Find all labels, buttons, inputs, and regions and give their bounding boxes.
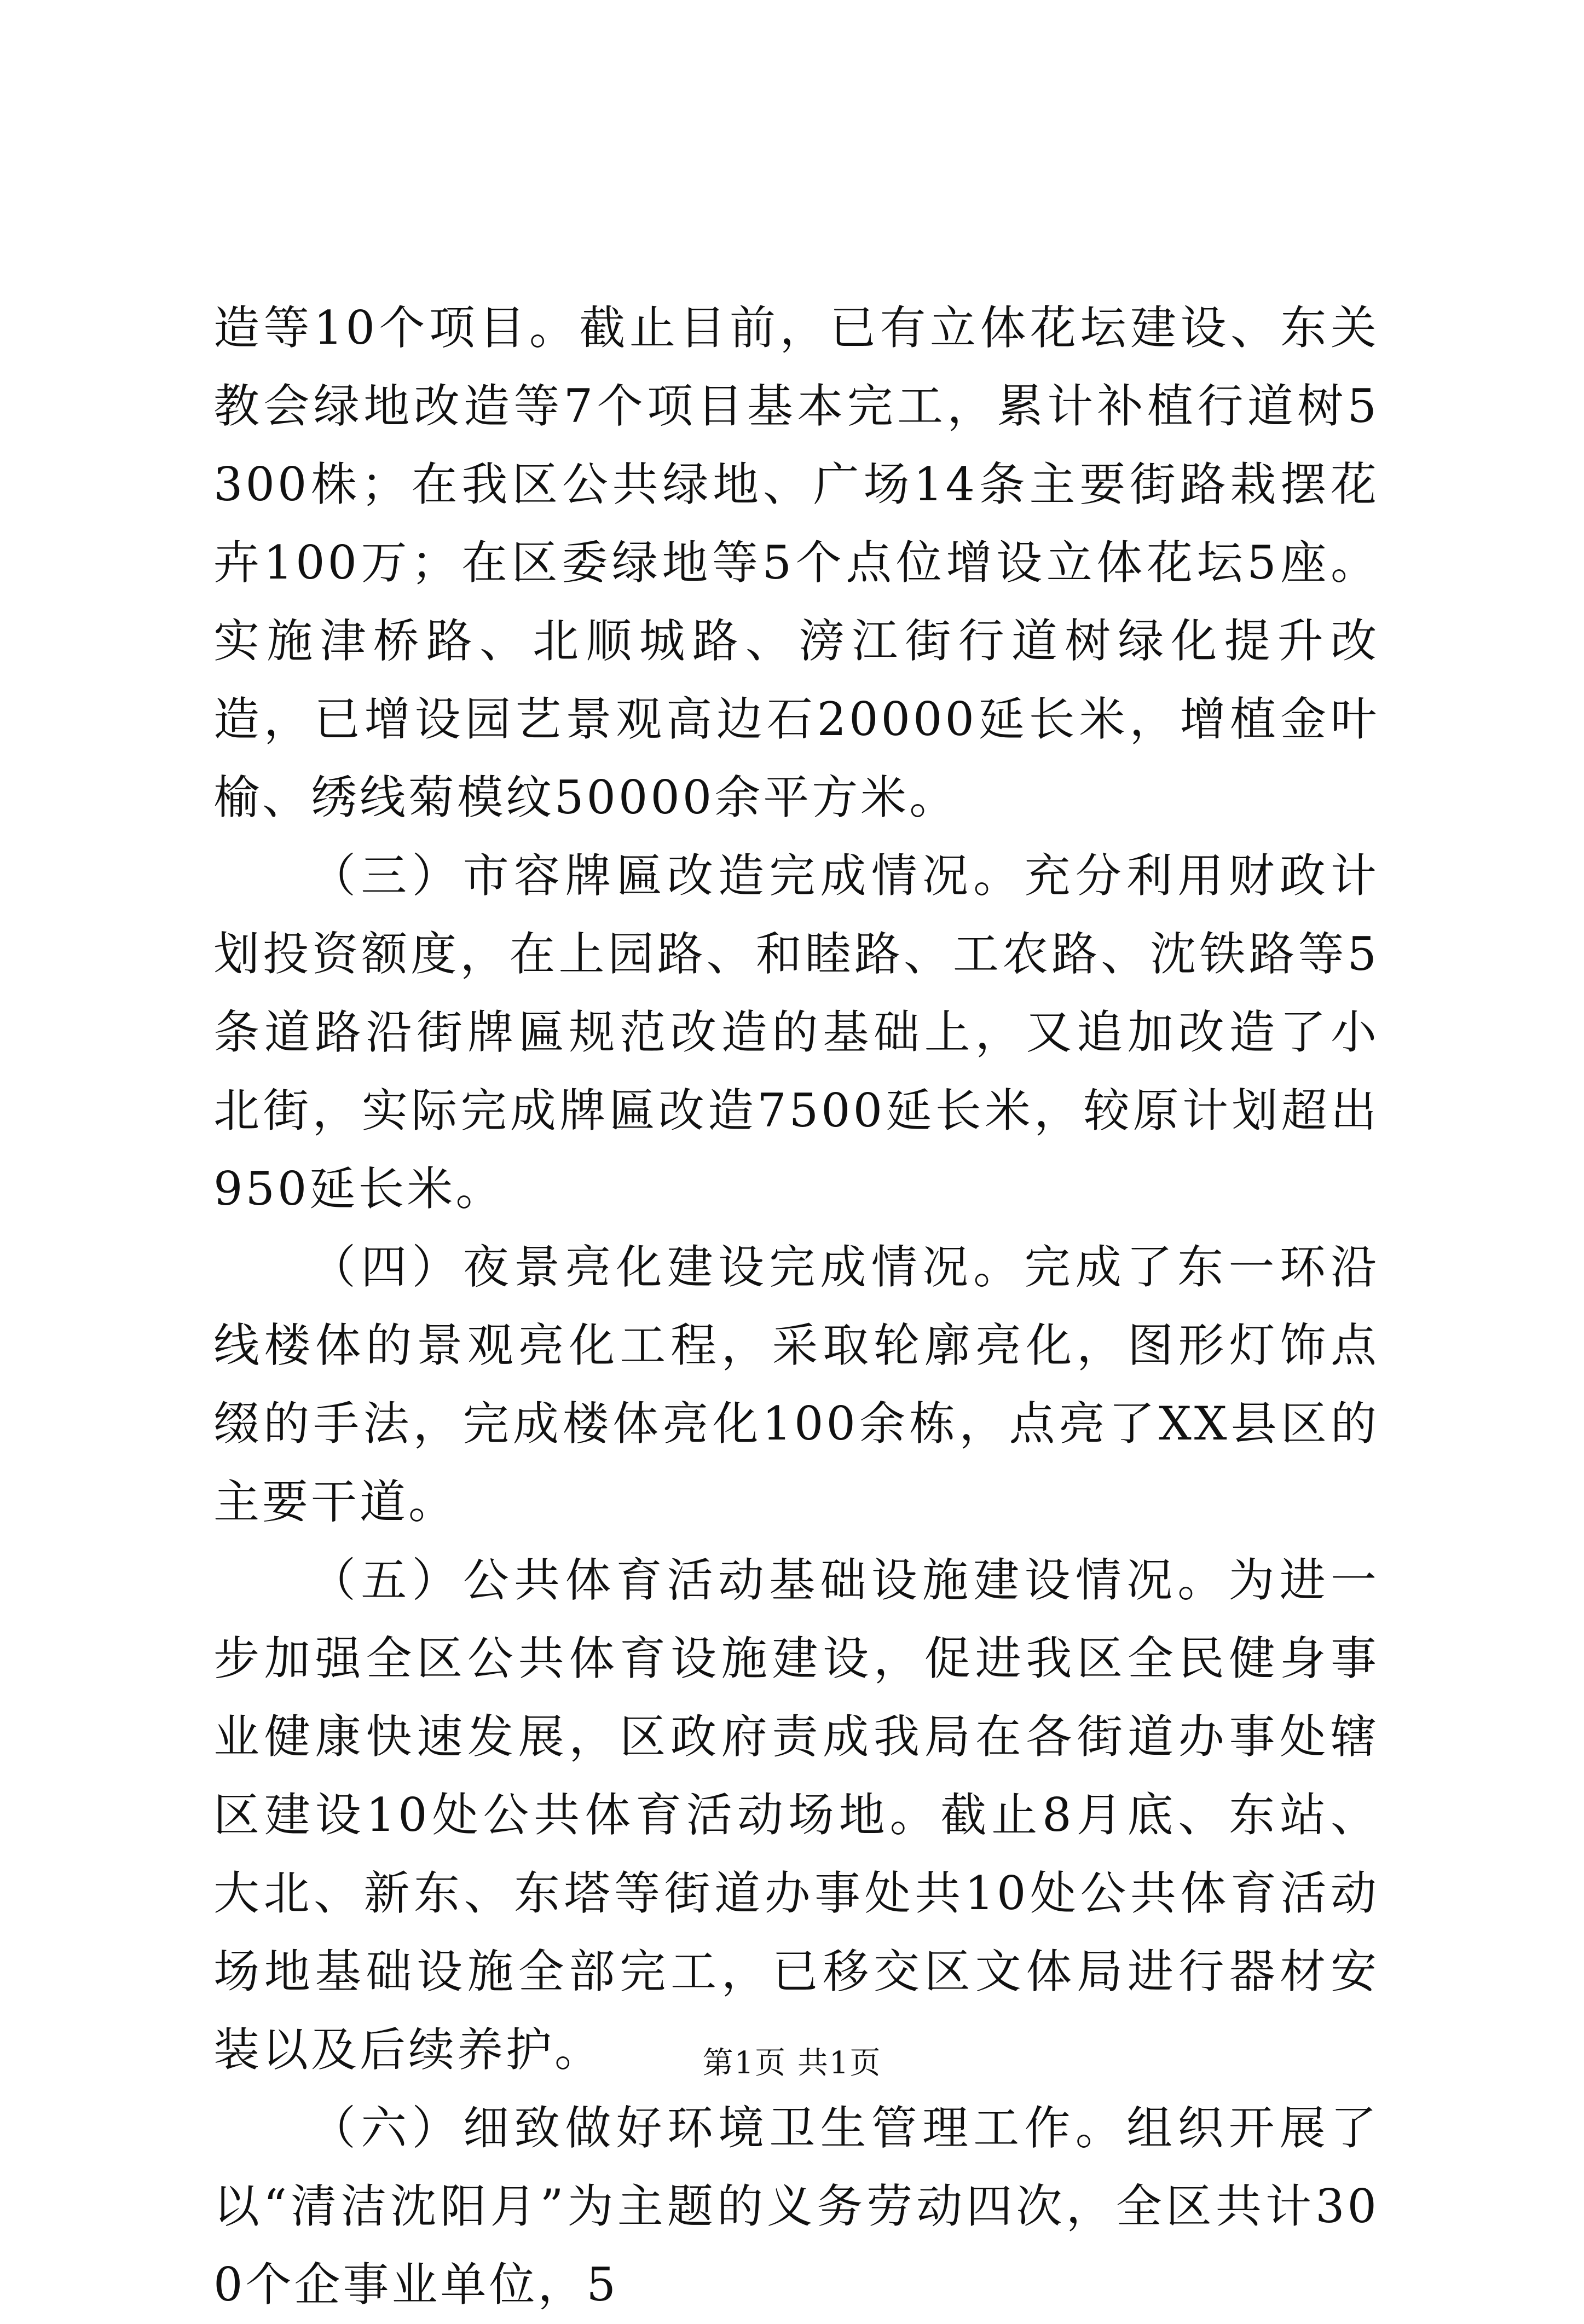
paragraph-section-5: （五）公共体育活动基础设施建设情况。为进一步加强全区公共体育设施建设，促进我区全民健身事业健康快速发展，区政府责成我局在各街道办事处辖区建设10处公共体育活动场地。截止8月底、东站、大北、新东、东塔等街道办事处共10处公共体育活动场地基础设施全部完工，已移交区文体局进行器材安装以及后续养护。 <box>213 1553 1379 2077</box>
paragraph-continued: 造等10个项目。截止目前，已有立体花坛建设、东关教会绿地改造等7个项目基本完工，累计补植行道树5300株；在我区公共绿地、广场14条主要街路栽摆花卉100万；在区委绿地等5个点位增设立体花坛5座。实施津桥路、北顺城路、滂江街行道树绿化提升改造，已增设园艺景观高边石20000延长米，增植金叶榆、绣线菊模纹50000余平方米。 <box>213 301 1380 824</box>
page-footer: 第1页 共1页 <box>702 2045 882 2081</box>
document-body <box>213 289 1379 2324</box>
paragraph-section-6: （六）细致做好环境卫生管理工作。组织开展了以“清洁沈阳月”为主题的义务劳动四次，全区共计300个企事业单位，5 <box>213 2101 1379 2311</box>
paragraph-section-3: （三）市容牌匾改造完成情况。充分利用财政计划投资额度，在上园路、和睦路、工农路、沈铁路等5条道路沿街牌匾规范改造的基础上，又追加改造了小北街，实际完成牌匾改造7500延长米，较原计划超出950延长米。 <box>213 849 1379 1216</box>
paragraph-section-4: （四）夜景亮化建设完成情况。完成了东一环沿线楼体的景观亮化工程，采取轮廓亮化，图形灯饰点缀的手法，完成楼体亮化100余栋，点亮了XX县区的主要干道。 <box>213 1240 1379 1529</box>
